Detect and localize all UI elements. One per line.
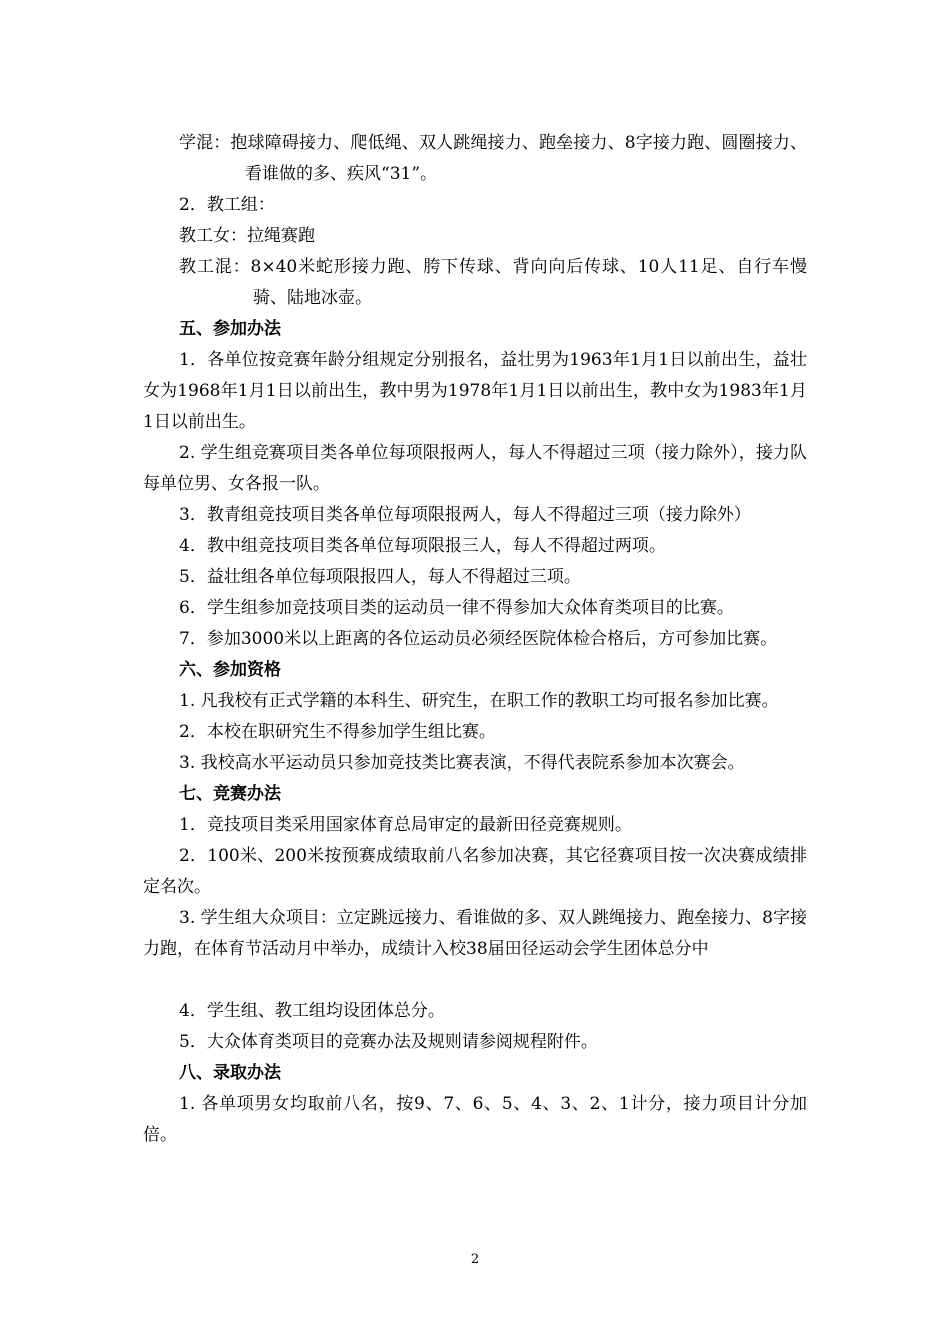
- paragraph-student-mixed-events: 学混：抱球障碍接力、爬低绳、双人跳绳接力、跑垒接力、8字接力跑、圆圈接力、看谁做的多、疾风“31”。: [179, 133, 807, 184]
- section-heading-competition-rules: 七、竞赛办法: [179, 784, 281, 804]
- paragraph-rules-3: 3. 学生组大众项目：立定跳远接力、看谁做的多、双人跳绳接力、跑垒接力、8字接力跑，在体育节活动月中举办，成绩计入校38届田径运动会学生团体总分中: [143, 908, 807, 959]
- paragraph-participation-6: 6．学生组参加竞技项目类的运动员一律不得参加大众体育类项目的比赛。: [179, 598, 734, 618]
- paragraph-staff-mixed: 教工混：8×40米蛇形接力跑、胯下传球、背向向后传球、10人11足、自行车慢骑、陆地冰壶。: [179, 257, 807, 308]
- paragraph-rules-4: 4．学生组、教工组均设团体总分。: [179, 1001, 445, 1021]
- section-heading-participation: 五、参加办法: [179, 319, 281, 339]
- paragraph-rules-1: 1．竞技项目类采用国家体育总局审定的最新田径竞赛规则。: [179, 815, 632, 835]
- section-heading-eligibility: 六、参加资格: [179, 660, 281, 680]
- paragraph-participation-5: 5．益壮组各单位每项限报四人，每人不得超过三项。: [179, 567, 581, 587]
- blank-line: [143, 965, 807, 996]
- paragraph-participation-3: 3．教青组竞技项目类各单位每项限报两人，每人不得超过三项（接力除外）: [179, 505, 751, 525]
- section-heading-scoring: 八、录取办法: [179, 1063, 281, 1083]
- document-body: [143, 128, 807, 1151]
- paragraph-participation-7: 7．参加3000米以上距离的各位运动员必须经医院体检合格后，方可参加比赛。: [179, 629, 778, 649]
- paragraph-participation-4: 4．教中组竞技项目类各单位每项限报三人，每人不得超过两项。: [179, 536, 666, 556]
- paragraph-participation-1: 1．各单位按竞赛年龄分组规定分别报名，益壮男为1963年1月1日以前出生，益壮女为1968年1月1日以前出生，教中男为1978年1月1日以前出生，教中女为1983年1月1日以前出生。: [143, 350, 807, 432]
- paragraph-staff-female: 教工女：拉绳赛跑: [179, 226, 315, 246]
- page-number: 2: [470, 1252, 480, 1267]
- paragraph-rules-2: 2．100米、200米按预赛成绩取前八名参加决赛，其它径赛项目按一次决赛成绩排定名次。: [143, 846, 807, 897]
- paragraph-eligibility-3: 3. 我校高水平运动员只参加竞技类比赛表演，不得代表院系参加本次赛会。: [179, 753, 745, 773]
- paragraph-scoring-1: 1. 各单项男女均取前八名，按9、7、6、5、4、3、2、1计分，接力项目计分加倍。: [143, 1094, 807, 1145]
- paragraph-staff-group: 2．教工组：: [179, 195, 275, 215]
- paragraph-eligibility-1: 1. 凡我校有正式学籍的本科生、研究生，在职工作的教职工均可报名参加比赛。: [179, 691, 779, 711]
- paragraph-eligibility-2: 2．本校在职研究生不得参加学生组比赛。: [179, 722, 496, 742]
- paragraph-rules-5: 5．大众体育类项目的竞赛办法及规则请参阅规程附件。: [179, 1032, 598, 1052]
- paragraph-participation-2: 2. 学生组竞赛项目类各单位每项限报两人，每人不得超过三项（接力除外），接力队每单位男、女各报一队。: [143, 443, 807, 494]
